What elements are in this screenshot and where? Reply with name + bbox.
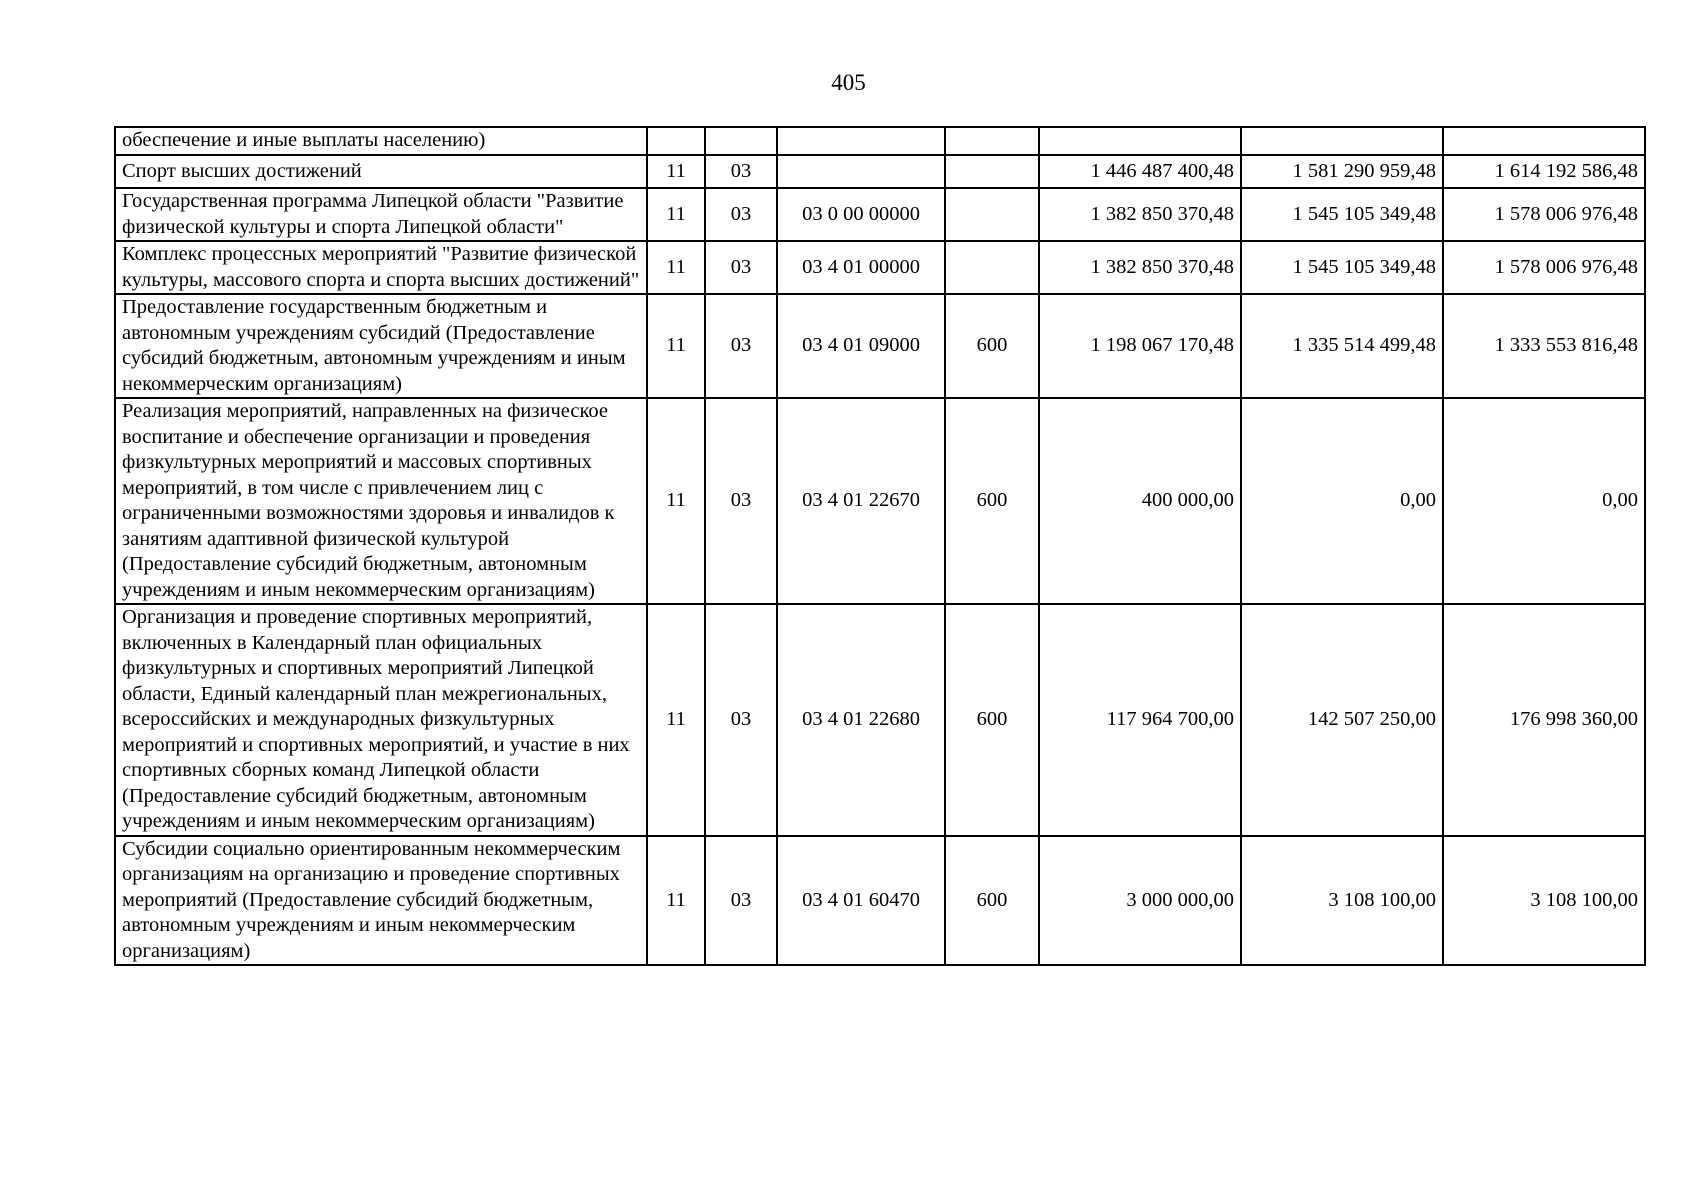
amount-year-1-cell: 1 198 067 170,48 — [1039, 294, 1241, 398]
subsection-cell: 03 — [705, 398, 777, 604]
amount-year-1-cell: 117 964 700,00 — [1039, 604, 1241, 836]
table-row — [115, 188, 1645, 241]
table-row — [115, 127, 1645, 155]
amount-year-3-cell: 176 998 360,00 — [1443, 604, 1645, 836]
expense-type-cell — [945, 188, 1039, 241]
amount-year-3-cell: 1 614 192 586,48 — [1443, 155, 1645, 188]
page-number: 405 — [831, 70, 866, 95]
expense-type-cell: 600 — [945, 836, 1039, 966]
amount-year-2-cell: 0,00 — [1241, 398, 1443, 604]
expense-name-cell: Реализация мероприятий, направленных на физическое воспитание и обеспечение организации и проведения физкультурных мероприятий и массовых спортивных мероприятий, в том числе с привлечением лиц с ограниченными возможностями здоровья и инвалидов к занятиям адаптивной физической культурой (Предоставление субсидий бюджетным, автономным учреждениям и иным некоммерческим организациям) — [115, 398, 647, 604]
expense-type-cell: 600 — [945, 294, 1039, 398]
amount-year-1-cell: 1 382 850 370,48 — [1039, 188, 1241, 241]
target-article-cell: 03 0 00 00000 — [777, 188, 945, 241]
expense-name-cell: Комплекс процессных мероприятий "Развитие физической культуры, массового спорта и спорта высших достижений" — [115, 241, 647, 294]
subsection-cell: 03 — [705, 155, 777, 188]
target-article-cell: 03 4 01 22670 — [777, 398, 945, 604]
amount-year-1-cell: 400 000,00 — [1039, 398, 1241, 604]
subsection-cell: 03 — [705, 604, 777, 836]
amount-year-2-cell: 3 108 100,00 — [1241, 836, 1443, 966]
amount-year-2-cell: 142 507 250,00 — [1241, 604, 1443, 836]
section-cell — [647, 127, 705, 155]
section-cell: 11 — [647, 155, 705, 188]
amount-year-3-cell: 1 578 006 976,48 — [1443, 188, 1645, 241]
expense-type-cell: 600 — [945, 604, 1039, 836]
amount-year-1-cell — [1039, 127, 1241, 155]
amount-year-2-cell: 1 335 514 499,48 — [1241, 294, 1443, 398]
amount-year-3-cell: 3 108 100,00 — [1443, 836, 1645, 966]
expense-name-cell: Организация и проведение спортивных мероприятий, включенных в Календарный план официальных физкультурных и спортивных мероприятий Липецкой области, Единый календарный план межрегиональных, всероссийских и международных физкультурных мероприятий и спортивных мероприятий, и участие в них спортивных сборных команд Липецкой области (Предоставление субсидий бюджетным, автономным учреждениям и иным некоммерческим организациям) — [115, 604, 647, 836]
table-row — [115, 155, 1645, 188]
expense-name-cell: Субсидии социально ориентированным некоммерческим организациям на организацию и проведение спортивных мероприятий (Предоставление субсидий бюджетным, автономным учреждениям и иным некоммерческим организациям) — [115, 836, 647, 966]
section-cell: 11 — [647, 241, 705, 294]
subsection-cell — [705, 127, 777, 155]
table-row — [115, 604, 1645, 836]
table-row — [115, 836, 1645, 966]
subsection-cell: 03 — [705, 294, 777, 398]
section-cell: 11 — [647, 398, 705, 604]
amount-year-1-cell: 1 382 850 370,48 — [1039, 241, 1241, 294]
subsection-cell: 03 — [705, 188, 777, 241]
subsection-cell: 03 — [705, 241, 777, 294]
expense-name-cell: Предоставление государственным бюджетным и автономным учреждениям субсидий (Предоставление субсидий бюджетным, автономным учреждениям и иным некоммерческим организациям) — [115, 294, 647, 398]
amount-year-3-cell — [1443, 127, 1645, 155]
amount-year-3-cell: 1 333 553 816,48 — [1443, 294, 1645, 398]
expense-name-cell: Государственная программа Липецкой области "Развитие физической культуры и спорта Липецкой области" — [115, 188, 647, 241]
target-article-cell — [777, 155, 945, 188]
budget-table — [114, 126, 1646, 966]
section-cell: 11 — [647, 836, 705, 966]
subsection-cell: 03 — [705, 836, 777, 966]
expense-type-cell — [945, 127, 1039, 155]
amount-year-1-cell: 1 446 487 400,48 — [1039, 155, 1241, 188]
table-row — [115, 294, 1645, 398]
expense-type-cell — [945, 155, 1039, 188]
target-article-cell: 03 4 01 60470 — [777, 836, 945, 966]
target-article-cell: 03 4 01 22680 — [777, 604, 945, 836]
section-cell: 11 — [647, 294, 705, 398]
amount-year-2-cell — [1241, 127, 1443, 155]
expense-type-cell — [945, 241, 1039, 294]
table-row — [115, 398, 1645, 604]
amount-year-2-cell: 1 545 105 349,48 — [1241, 241, 1443, 294]
target-article-cell: 03 4 01 09000 — [777, 294, 945, 398]
section-cell: 11 — [647, 188, 705, 241]
amount-year-3-cell: 0,00 — [1443, 398, 1645, 604]
target-article-cell — [777, 127, 945, 155]
expense-name-cell: Спорт высших достижений — [115, 155, 647, 188]
target-article-cell: 03 4 01 00000 — [777, 241, 945, 294]
amount-year-2-cell: 1 545 105 349,48 — [1241, 188, 1443, 241]
expense-type-cell: 600 — [945, 398, 1039, 604]
amount-year-3-cell: 1 578 006 976,48 — [1443, 241, 1645, 294]
table-row — [115, 241, 1645, 294]
amount-year-2-cell: 1 581 290 959,48 — [1241, 155, 1443, 188]
expense-name-cell: обеспечение и иные выплаты населению) — [115, 127, 647, 155]
section-cell: 11 — [647, 604, 705, 836]
amount-year-1-cell: 3 000 000,00 — [1039, 836, 1241, 966]
